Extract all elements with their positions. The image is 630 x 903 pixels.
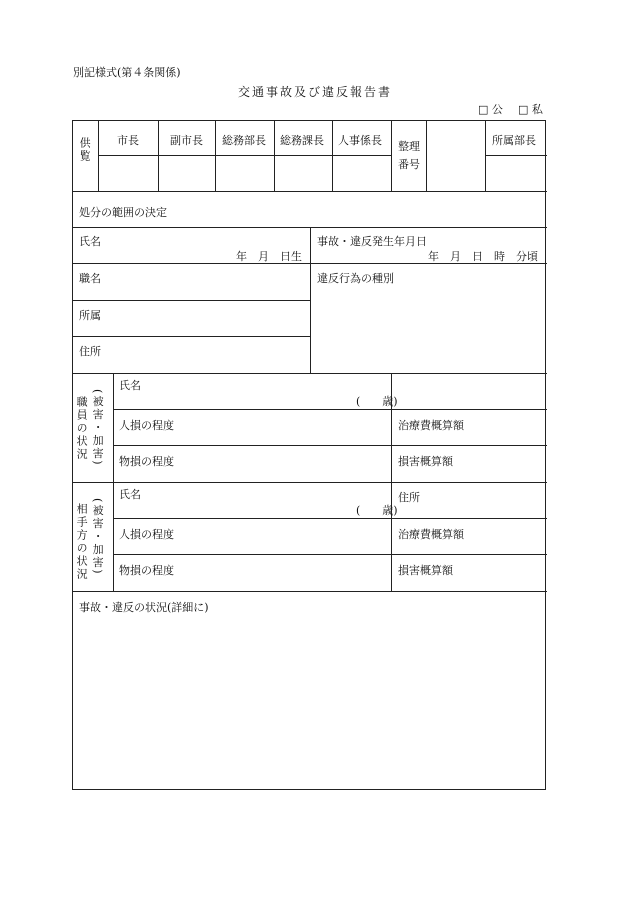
department-director-stamp-box[interactable] [486, 156, 547, 191]
general-affairs-section-chief-label: 総務課長 [280, 134, 324, 147]
staff-age-label: ( 歳) [356, 395, 398, 408]
public-checkbox[interactable]: □ 公 [478, 103, 503, 116]
other-party-treatment-cost-label: 治療費概算額 [398, 528, 464, 541]
page-title: 交通事故及び違反報告書 [237, 85, 392, 99]
vice-mayor-stamp-box[interactable] [159, 156, 215, 191]
details-label: 事故・違反の状況(詳細に) [79, 601, 209, 614]
form-style-header: 別記様式(第４条関係) [73, 66, 181, 79]
other-party-age-label: ( 歳) [356, 504, 398, 517]
report-form [72, 120, 546, 790]
staff-injury-label: 人損の程度 [119, 419, 174, 432]
other-party-status-paren: (被害・加害) [91, 498, 105, 576]
staff-damage-label: 物損の程度 [119, 455, 174, 468]
incident-datetime-label: 事故・違反発生年月日 [317, 235, 427, 248]
personnel-chief-stamp-box[interactable] [333, 156, 391, 191]
staff-status-label: 職員の状況 [75, 396, 89, 461]
kyoran-label: 供覧 [78, 137, 92, 163]
details-field[interactable] [75, 617, 543, 787]
personnel-chief-label: 人事係長 [338, 134, 382, 147]
job-title-label: 職名 [79, 272, 101, 285]
private-checkbox[interactable]: □ 私 [518, 103, 543, 116]
other-party-damage-cost-label: 損害概算額 [398, 564, 453, 577]
department-director-label: 所属部長 [492, 134, 536, 147]
general-affairs-section-chief-stamp-box[interactable] [275, 156, 332, 191]
vice-mayor-label: 副市長 [170, 134, 203, 147]
general-affairs-director-label: 総務部長 [222, 134, 266, 147]
violation-type-label: 違反行為の種別 [317, 272, 394, 285]
other-party-name-label: 氏名 [119, 488, 141, 501]
other-party-status-label: 相手方の状況 [75, 503, 89, 581]
employee-name-label: 氏名 [79, 235, 101, 248]
staff-damage-cost-label: 損害概算額 [398, 455, 453, 468]
disposition-label: 処分の範囲の決定 [79, 206, 167, 219]
staff-status-paren: (被害・加害) [91, 389, 105, 467]
address-label: 住所 [79, 345, 101, 358]
general-affairs-director-stamp-box[interactable] [216, 156, 274, 191]
mayor-label: 市長 [117, 134, 139, 147]
other-party-damage-label: 物損の程度 [119, 564, 174, 577]
other-party-address-label: 住所 [398, 491, 420, 504]
staff-treatment-cost-label: 治療費概算額 [398, 419, 464, 432]
mayor-stamp-box[interactable] [99, 156, 158, 191]
serial-number-label: 整理番号 [398, 140, 420, 171]
birthdate-label: 年 月 日生 [236, 250, 302, 263]
serial-number-field[interactable] [427, 122, 485, 191]
incident-datetime-format: 年 月 日 時 分頃 [428, 250, 538, 263]
department-label: 所属 [79, 309, 101, 322]
other-party-injury-label: 人損の程度 [119, 528, 174, 541]
staff-name-label: 氏名 [119, 379, 141, 392]
